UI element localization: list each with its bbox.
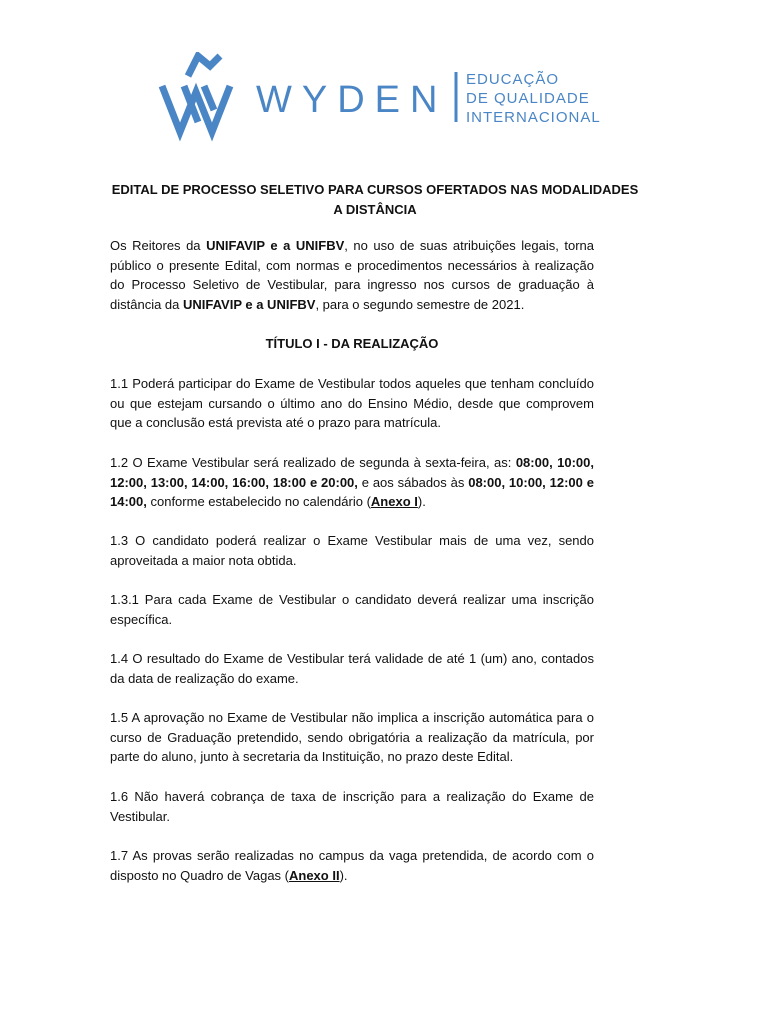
- item-1-4: 1.4 O resultado do Exame de Vestibular terá validade de até 1 (um) ano, contados da data de realização do exame.: [110, 651, 594, 686]
- logo-tagline-3: INTERNACIONAL: [466, 109, 601, 126]
- item-1-5: 1.5 A aprovação no Exame de Vestibular não implica a inscrição automática para o curso de Graduação pretendido, sendo obrigatória a realização da matrícula, por parte do aluno, junto à secretaria da Instituição, no prazo deste Edital.: [110, 710, 594, 765]
- item-1-3: 1.3 O candidato poderá realizar o Exame Vestibular mais de uma vez, sendo aproveitada a maior nota obtida.: [110, 533, 594, 568]
- anexo-i-link[interactable]: Anexo I: [370, 494, 418, 510]
- wyden-logo-mark: [158, 52, 608, 144]
- intro-paragraph: Os Reitores da UNIFAVIP e a UNIFBV, no uso de suas atribuições legais, torna público o presente Edital, com normas e procedimentos necessários à realização do Processo Seletivo de Vestibular, para ingresso nos cursos de graduação à distância da UNIFAVIP e a UNIFBV, para o segundo semestre de 2021.: [110, 238, 595, 312]
- item-1-1: 1.1 Poderá participar do Exame de Vestibular todos aqueles que tenham concluído ou que estejam cursando o último ano do Ensino Médio, desde que comprovem que a conclusão está prevista até o prazo para matrícula.: [110, 376, 594, 431]
- anexo-ii-link[interactable]: Anexo II: [289, 867, 340, 883]
- logo-tagline-2: DE QUALIDADE: [466, 90, 590, 107]
- logo-tagline-1: EDUCAÇÃO: [466, 71, 560, 88]
- document-title: EDITAL DE PROCESSO SELETIVO PARA CURSOS OFERTADOS NAS MODALIDADES A DISTÂNCIA: [111, 182, 639, 217]
- item-1-6: 1.6 Não haverá cobrança de taxa de inscrição para a realização do Exame de Vestibular.: [110, 789, 594, 824]
- wyden-logo: [158, 52, 608, 144]
- logo-brand: WYDEN: [256, 79, 448, 121]
- item-1-7: 1.7 As provas serão realizadas no campus da vaga pretendida, de acordo com o disposto no Quadro de Vagas (Anexo II).: [110, 848, 594, 883]
- item-1-2: 1.2 O Exame Vestibular será realizado de segunda à sexta-feira, as: 08:00, 10:00, 12:00, 13:00, 14:00, 16:00, 18:00 e 20:00, e aos sábados às 08:00, 10:00, 12:00 e 14:00, conforme estabelecido no calendário (Anexo I).: [110, 455, 594, 510]
- item-1-3-1: 1.3.1 Para cada Exame de Vestibular o candidato deverá realizar uma inscrição específica.: [110, 592, 594, 627]
- section-title: TÍTULO I - DA REALIZAÇÃO: [265, 336, 439, 351]
